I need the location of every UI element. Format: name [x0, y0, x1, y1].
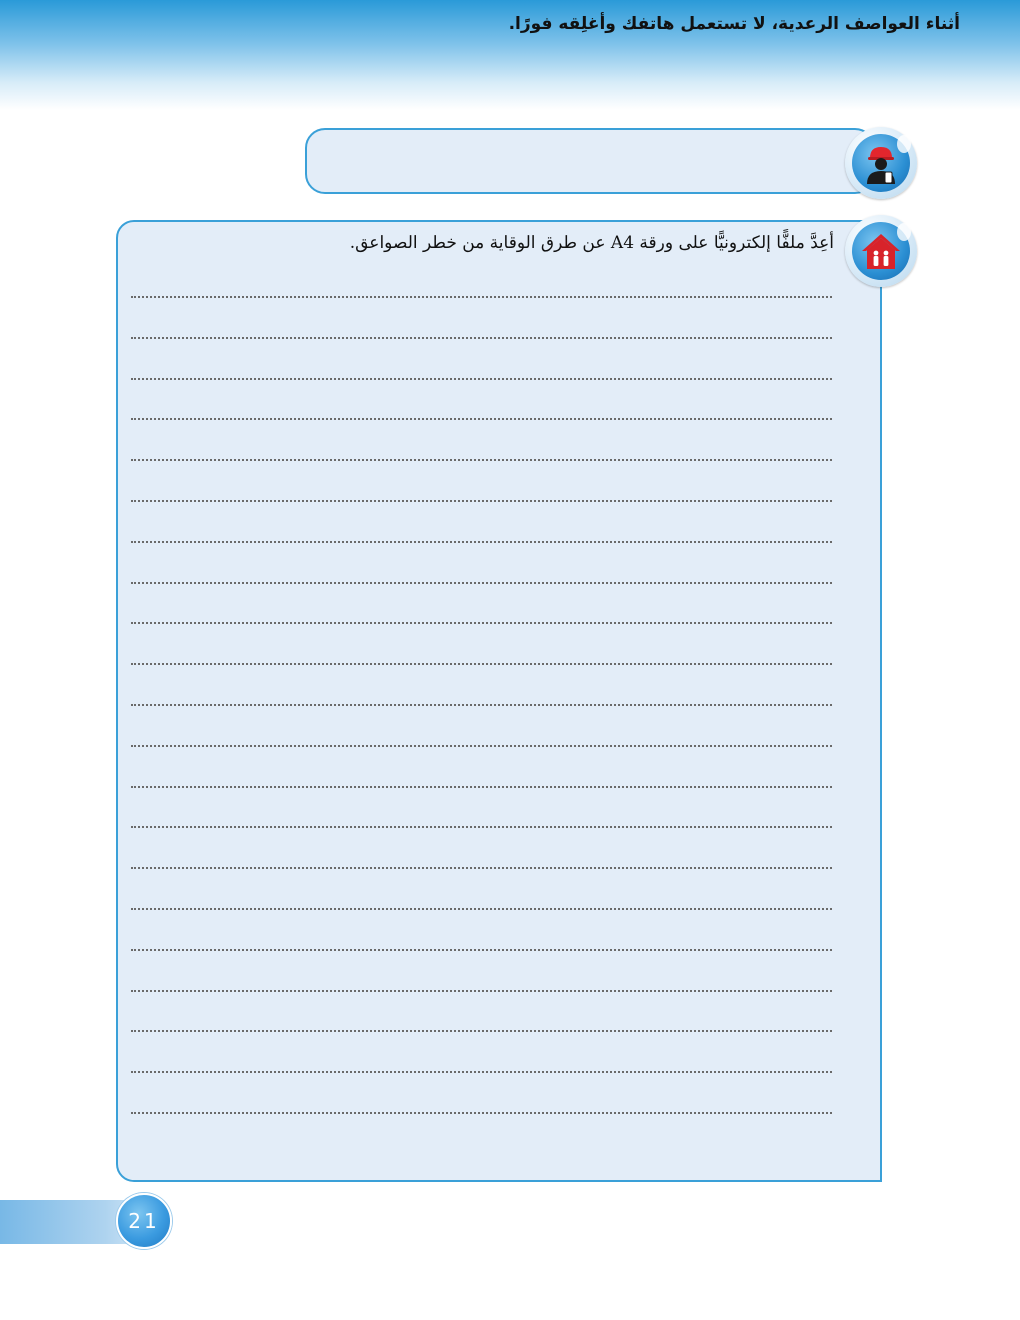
writing-line[interactable]	[131, 1112, 832, 1114]
page-number-badge	[116, 1193, 172, 1249]
worker-phone-icon	[845, 127, 917, 199]
page-number: 21	[128, 1209, 160, 1233]
writing-line[interactable]	[131, 949, 832, 951]
writing-area[interactable]	[116, 220, 882, 1182]
writing-line[interactable]	[131, 867, 832, 869]
writing-line[interactable]	[131, 1071, 832, 1073]
activity-instruction: أعِدَّ ملفًّا إلكترونيًّا على ورقة A4 عن طرق الوقاية من خطر الصواعق.	[349, 233, 834, 253]
writing-line[interactable]	[131, 337, 832, 339]
tip-box	[305, 128, 875, 194]
writing-line[interactable]	[131, 296, 832, 298]
writing-line[interactable]	[131, 418, 832, 420]
writing-line[interactable]	[131, 1030, 832, 1032]
writing-line[interactable]	[131, 826, 832, 828]
writing-line[interactable]	[131, 582, 832, 584]
writing-line[interactable]	[131, 704, 832, 706]
house-family-icon	[845, 215, 917, 287]
writing-line[interactable]	[131, 745, 832, 747]
writing-line[interactable]	[131, 663, 832, 665]
writing-line[interactable]	[131, 990, 832, 992]
writing-line[interactable]	[131, 500, 832, 502]
writing-line[interactable]	[131, 459, 832, 461]
writing-line[interactable]	[131, 541, 832, 543]
tip-text: أثناء العواصف الرعدية، لا تستعمل هاتفك وأغلِقه فورًا.	[508, 14, 960, 34]
writing-line[interactable]	[131, 908, 832, 910]
writing-line[interactable]	[131, 378, 832, 380]
writing-line[interactable]	[131, 786, 832, 788]
writing-line[interactable]	[131, 622, 832, 624]
